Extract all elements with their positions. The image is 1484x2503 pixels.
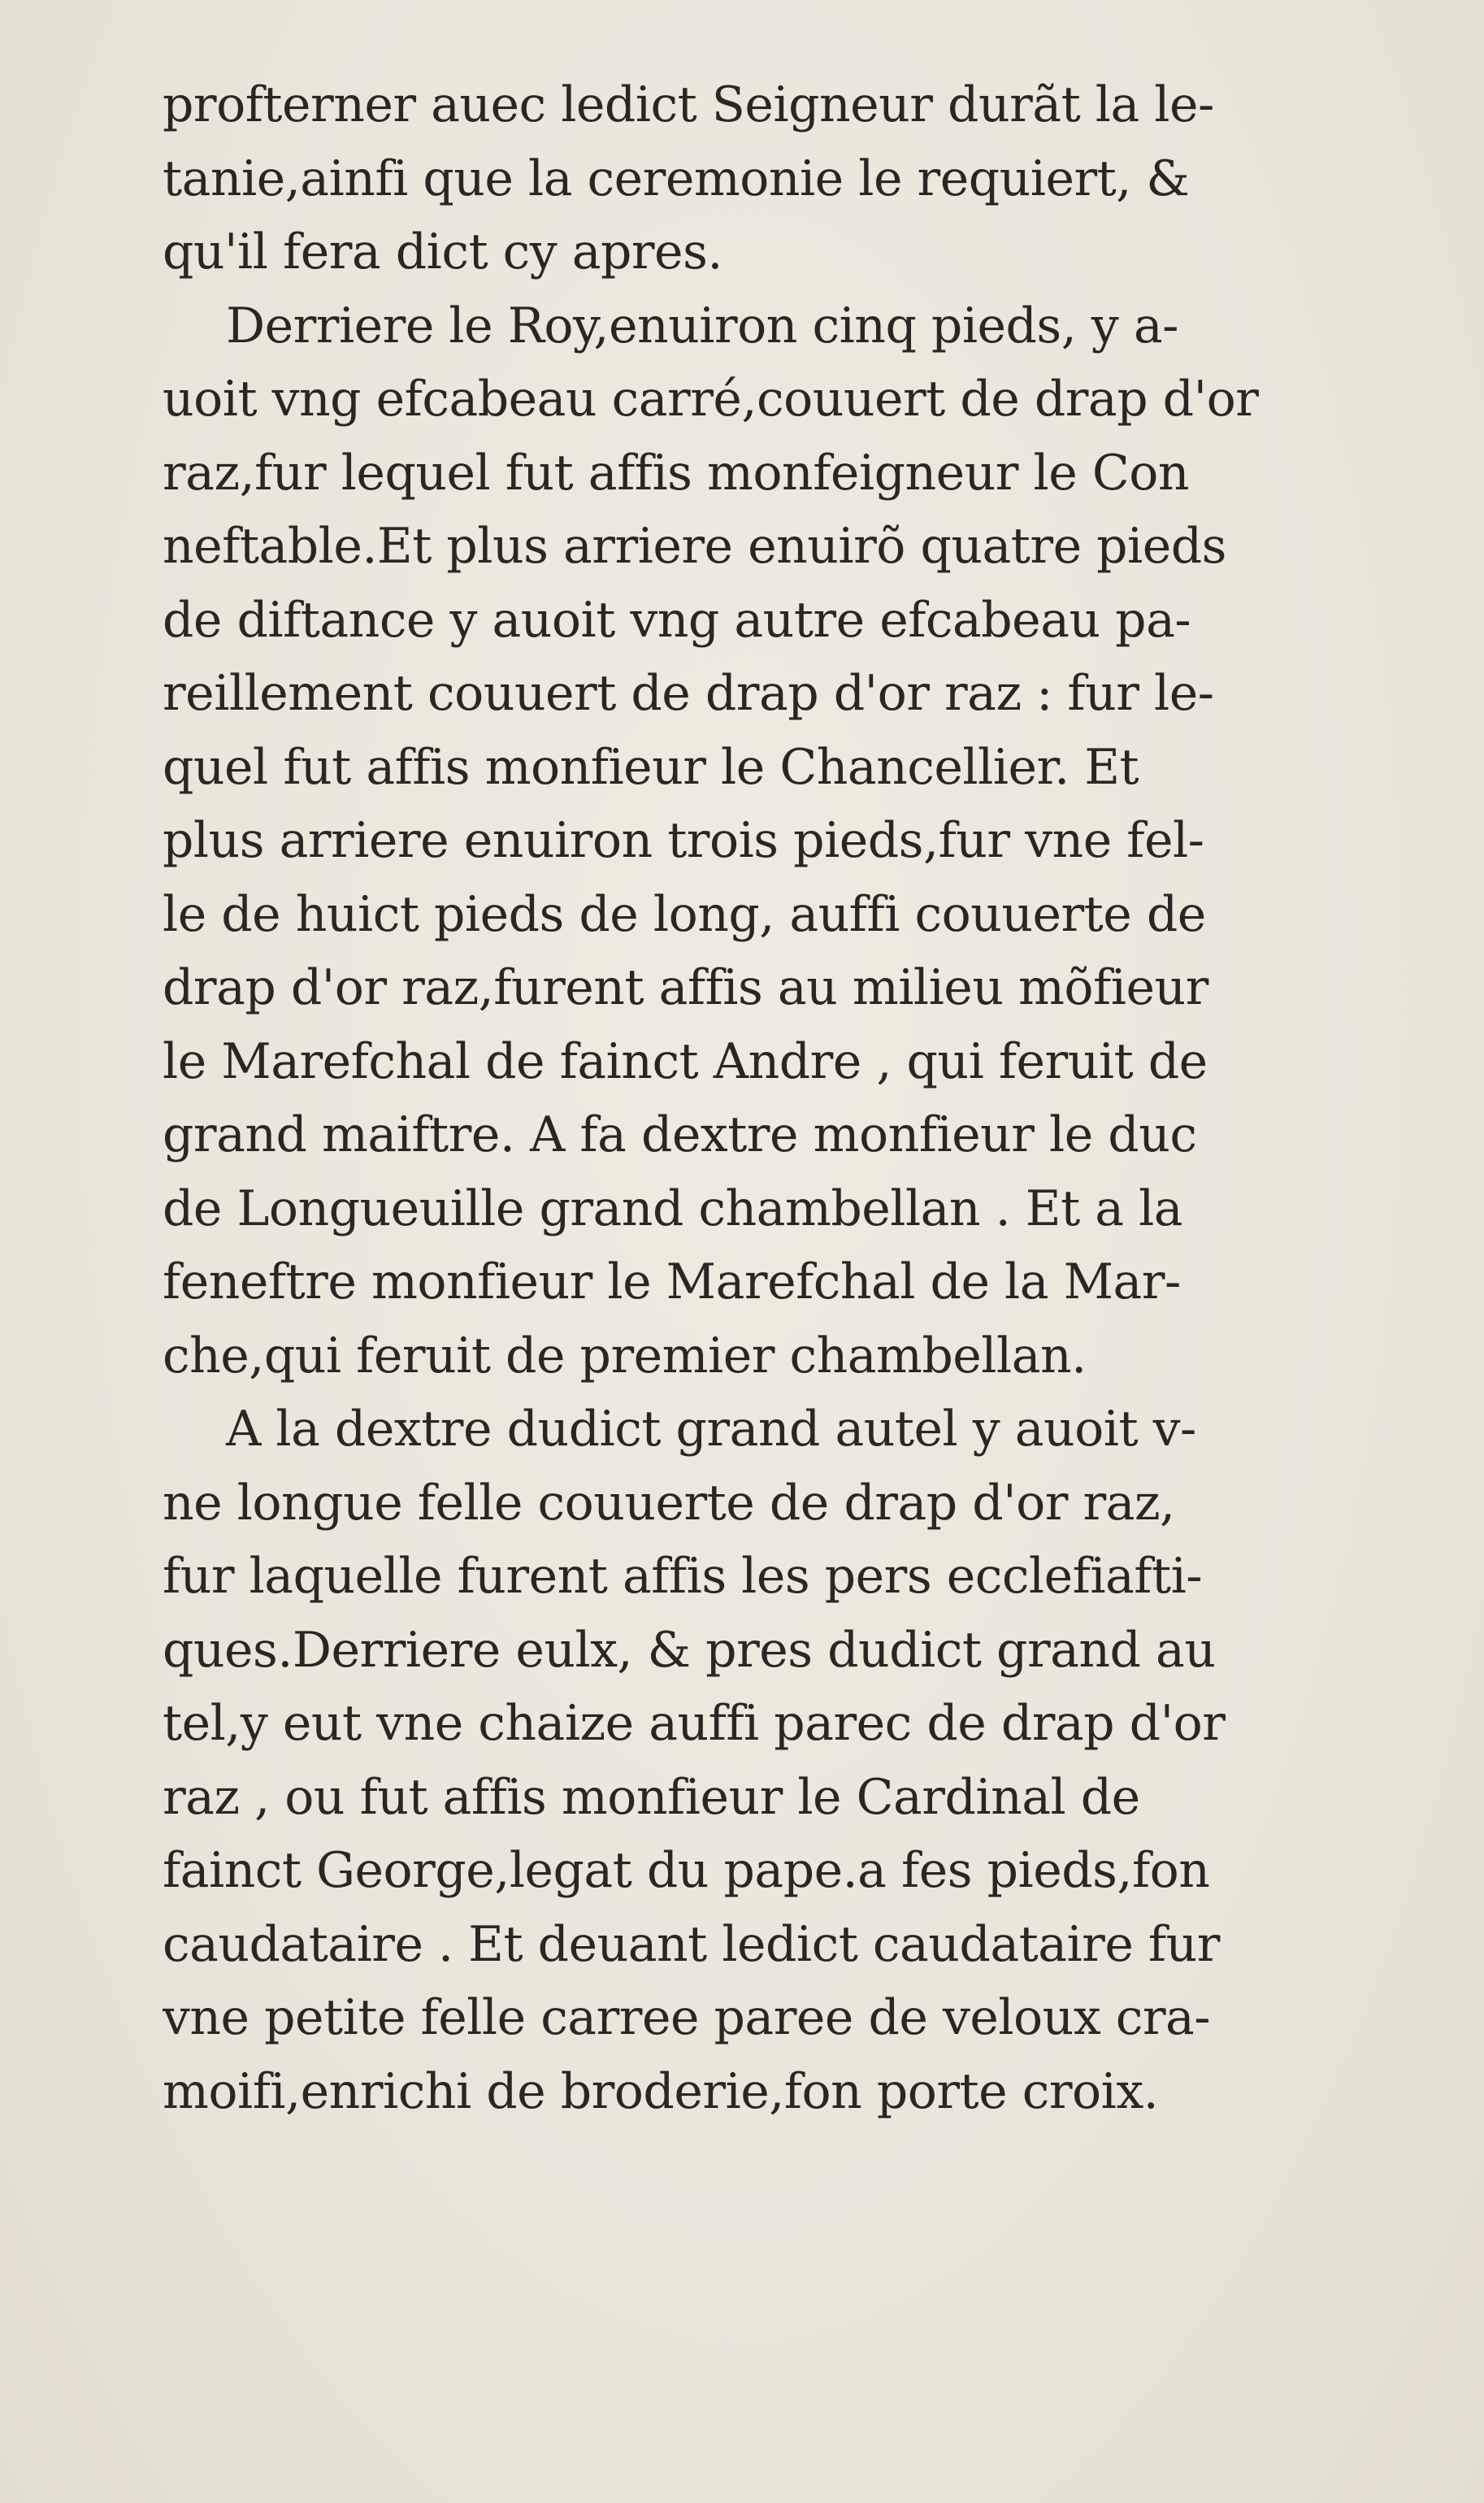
text-line: qu'il fera dict cy apres. [163,224,722,280]
text-line: le Marefchal de fainct Andre , qui feruit de [163,1032,1208,1090]
text-line: plus arriere enuiron trois pieds,fur vne fel- [163,812,1204,869]
body-text [163,68,1317,2128]
text-line: A la dextre dudict grand autel y auoit v- [226,1401,1196,1458]
text-line: raz , ou fut affis monfieur le Cardinal de [163,1768,1140,1826]
text-line: feneftre monfieur le Marefchal de la Mar- [163,1254,1181,1310]
text-line: de Longueuille grand chambellan . Et a la [163,1180,1183,1237]
text-line: drap d'or raz,furent affis au milieu mõfieur [163,959,1208,1016]
text-line: ques.Derriere eulx, & pres dudict grand au [163,1621,1216,1679]
text-line: fur laquelle furent affis les pers ecclefiafti- [163,1548,1203,1605]
text-line: Derriere le Roy,enuiron cinq pieds, y a- [226,297,1178,354]
text-line: quel fut affis monfieur le Chancellier. Et [163,738,1139,796]
text-line: uoit vng efcabeau carré,couuert de drap d'or [163,371,1259,428]
text-line: reillement couuert de drap d'or raz : fur le- [163,665,1214,722]
text-line: le de huict pieds de long, auffi couuerte de [163,885,1206,943]
text-line: raz,fur lequel fut affis monfeigneur le Con [163,444,1189,502]
text-line: fainct George,legat du pape.a fes pieds,fon [163,1842,1210,1899]
text-line: vne petite felle carree paree de veloux cra- [163,1989,1211,2046]
text-line: profterner auec ledict Seigneur durãt la le- [163,76,1214,133]
text-line: grand maiftre. A fa dextre monfieur le duc [163,1106,1197,1163]
text-line: caudataire . Et deuant ledict caudataire fur [163,1915,1220,1973]
text-line: ne longue felle couuerte de drap d'or raz, [163,1474,1175,1532]
text-line: tanie,ainfi que la ceremonie le requiert, & [163,150,1190,207]
text-line: che,qui feruit de premier chambellan. [163,1327,1087,1384]
text-line: neftable.Et plus arriere enuirõ quatre pieds [163,518,1226,575]
text-line: de diftance y auoit vng autre efcabeau pa- [163,591,1191,649]
text-line: moifi,enrichi de broderie,fon porte croix. [163,2062,1159,2120]
text-line: tel,y eut vne chaize auffi parec de drap d'or [163,1695,1226,1752]
